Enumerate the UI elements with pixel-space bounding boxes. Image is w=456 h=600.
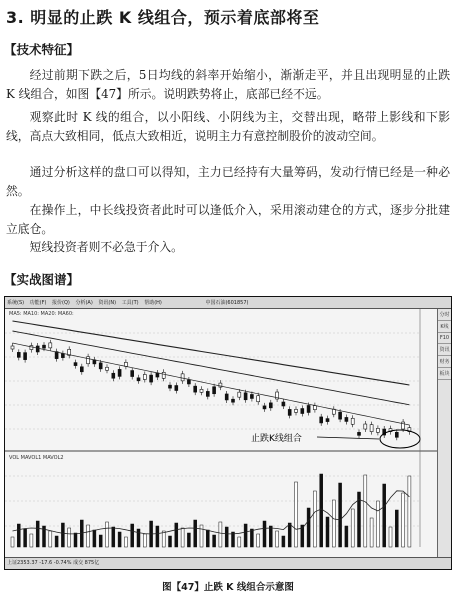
volume-bar	[187, 533, 190, 547]
volume-bar	[250, 529, 253, 547]
candle-body	[206, 391, 209, 396]
menu-item[interactable]: 系统(S)	[7, 300, 25, 306]
candle-body	[187, 380, 190, 384]
candle-body	[99, 363, 102, 369]
volume-bar	[30, 534, 33, 547]
candle-body	[11, 346, 14, 349]
candle-body	[150, 375, 153, 382]
volume-bar	[55, 536, 58, 547]
candle-body	[345, 417, 348, 421]
volume-bar	[370, 518, 373, 547]
candle-body	[93, 360, 96, 364]
kline-svg	[5, 309, 437, 559]
candle-body	[339, 412, 342, 419]
sidebar-tab[interactable]: 资讯	[438, 344, 451, 356]
volume-bar	[238, 537, 241, 547]
volume-bar	[320, 474, 323, 547]
candle-body	[131, 371, 134, 377]
candle-body	[358, 432, 361, 435]
volume-bar	[408, 476, 411, 547]
volume-bar	[376, 501, 379, 547]
volume-bar	[175, 523, 178, 547]
candle-body	[326, 419, 329, 422]
volume-bar	[181, 528, 184, 547]
candle-body	[156, 373, 159, 377]
candle-body	[301, 409, 304, 414]
volume-bar	[24, 529, 27, 547]
paragraph-5: 短线投资者则不必急于介入。	[29, 240, 183, 254]
candle-body	[351, 418, 354, 424]
candle-body	[200, 389, 203, 392]
paragraph-2: 观察此时 K 线的组合，以小阳线、小阴线为主，交替出现，略带上影线和下影线，高点大致相同，低点大致相近，说明主力有意控制股价的波动空间。	[6, 110, 450, 143]
candle-body	[250, 394, 253, 398]
candle-body	[143, 374, 146, 379]
volume-bar	[295, 482, 298, 547]
paragraph-3: 通过分析这样的盘口可以得知，主力已经持有大量筹码，发动行情已经是一种必然。	[6, 165, 450, 198]
volume-bar	[351, 509, 354, 547]
menu-item[interactable]: 报价(Q)	[52, 300, 70, 306]
sidebar-tab[interactable]: 分时	[438, 309, 451, 321]
volume-bar	[395, 510, 398, 547]
candle-body	[225, 394, 228, 400]
candle-body	[36, 346, 39, 352]
volume-bar	[156, 526, 159, 547]
volume-bar	[162, 531, 165, 547]
candle-body	[175, 386, 178, 391]
candle-body	[288, 409, 291, 415]
candle-body	[74, 363, 77, 366]
candle-body	[307, 405, 310, 412]
candle-body	[106, 367, 109, 370]
ma-line	[13, 331, 410, 405]
volume-bar	[131, 524, 134, 547]
candle-body	[402, 422, 405, 429]
ma-legend: MA5: MA10: MA20: MA60:	[9, 311, 74, 317]
candle-body	[244, 393, 247, 400]
volume-bar	[137, 529, 140, 547]
chart-sidebar	[437, 309, 451, 559]
volume-bar	[124, 537, 127, 547]
sidebar-tab[interactable]: F10	[438, 333, 451, 344]
candle-body	[213, 387, 216, 394]
candle-body	[61, 354, 64, 358]
volume-bar	[169, 536, 172, 547]
volume-bar	[389, 527, 392, 547]
candle-body	[87, 357, 90, 364]
menu-item[interactable]: 帮助(H)	[144, 300, 162, 306]
sidebar-tab[interactable]: K线	[438, 321, 451, 333]
candle-body	[169, 385, 172, 388]
volume-bar	[143, 534, 146, 547]
candle-body	[137, 378, 140, 381]
volume-bar	[345, 526, 348, 547]
volume-bar	[112, 527, 115, 547]
ma-line	[13, 321, 410, 385]
candle-body	[17, 352, 20, 357]
ma-line	[13, 343, 410, 425]
candle-body	[376, 428, 379, 432]
candle-body	[80, 367, 83, 372]
candle-body	[232, 399, 235, 402]
candle-body	[320, 417, 323, 423]
candle-body	[49, 343, 52, 348]
candle-body	[194, 386, 197, 392]
candle-body	[55, 352, 58, 359]
stock-chart-screenshot	[4, 296, 452, 570]
volume-bar	[326, 517, 329, 547]
menu-item[interactable]: 资讯(N)	[98, 300, 117, 306]
sidebar-tab[interactable]: 财务	[438, 356, 451, 368]
candle-body	[282, 402, 285, 406]
candle-body	[370, 425, 373, 432]
volume-bar	[219, 522, 222, 547]
volume-bar	[332, 500, 335, 547]
candle-body	[162, 372, 165, 378]
window-title: 中国石油(601857)	[205, 300, 249, 306]
candle-body	[269, 403, 272, 408]
volume-bar	[282, 536, 285, 547]
volume-bar	[49, 531, 52, 547]
volume-bar	[288, 523, 291, 547]
menu-item[interactable]: 分析(A)	[75, 300, 93, 306]
volume-bar	[194, 520, 197, 547]
section-features-heading: 【技术特征】	[4, 42, 80, 57]
volume-bar	[99, 535, 102, 547]
candle-body	[364, 424, 367, 429]
volume-bar	[307, 508, 310, 547]
volume-bar	[74, 533, 77, 547]
volume-bar	[206, 530, 209, 547]
candle-body	[181, 374, 184, 381]
volume-bar	[93, 530, 96, 547]
software-menubar	[5, 297, 451, 309]
volume-bar	[200, 525, 203, 547]
paragraph-1: 经过前期下跌之后，5日均线的斜率开始缩小，渐渐走平，并且出现明显的止跌 K 线组合，如图【47】所示。说明跌势将止，底部已经不远。	[6, 68, 450, 101]
volume-bar	[118, 532, 121, 547]
candle-body	[112, 373, 115, 378]
volume-bar	[383, 484, 386, 547]
volume-bar	[339, 483, 342, 547]
sidebar-tab[interactable]: 板块	[438, 368, 451, 380]
volume-bar	[263, 521, 266, 547]
candle-body	[313, 406, 316, 410]
highlight-circle	[380, 430, 420, 448]
volume-bar	[276, 531, 279, 547]
paragraph-4: 在操作上，中长线投资者此时可以逢低介入，采用滚动建仓的方式，逐步分批建立底仓。	[6, 203, 450, 236]
figure-caption: 图【47】止跌 K 线组合示意图	[162, 582, 294, 593]
volume-bar	[313, 491, 316, 547]
volume-bar	[87, 525, 90, 547]
candle-body	[257, 396, 260, 402]
section-chart-heading: 【实战图谱】	[4, 272, 80, 287]
annotation-pointer	[317, 437, 379, 439]
volume-bar	[244, 524, 247, 547]
volume-bar	[257, 534, 260, 547]
candle-body	[295, 409, 298, 412]
menu-item[interactable]: 工具(T)	[121, 300, 139, 306]
volume-bar	[269, 526, 272, 547]
candle-body	[118, 369, 121, 376]
volume-ma-line	[13, 491, 410, 534]
candle-body	[238, 392, 241, 397]
candle-body	[30, 346, 33, 350]
volume-bar	[225, 527, 228, 547]
volume-bar	[364, 475, 367, 547]
volume-bar	[68, 528, 71, 547]
candle-body	[43, 345, 46, 348]
candle-body	[395, 432, 398, 437]
chart-annotation: 止跌K线组合	[251, 434, 302, 444]
volume-bar	[61, 523, 64, 547]
candle-body	[24, 353, 27, 360]
menu-item[interactable]: 功能(F)	[29, 300, 47, 306]
candle-body	[263, 406, 266, 409]
volume-bar	[213, 535, 216, 547]
volume-legend: VOL MAVOL1 MAVOL2	[9, 455, 64, 461]
volume-bar	[11, 537, 14, 547]
volume-bar	[402, 493, 405, 547]
volume-bar	[36, 521, 39, 547]
page-title: 3. 明显的止跌 K 线组合，预示着底部将至	[6, 8, 320, 27]
volume-bar	[106, 522, 109, 547]
candle-body	[124, 362, 127, 366]
status-bar: 上证2353.37 -17.6 -0.74% 成交 875亿	[5, 557, 451, 569]
volume-bar	[17, 524, 20, 547]
